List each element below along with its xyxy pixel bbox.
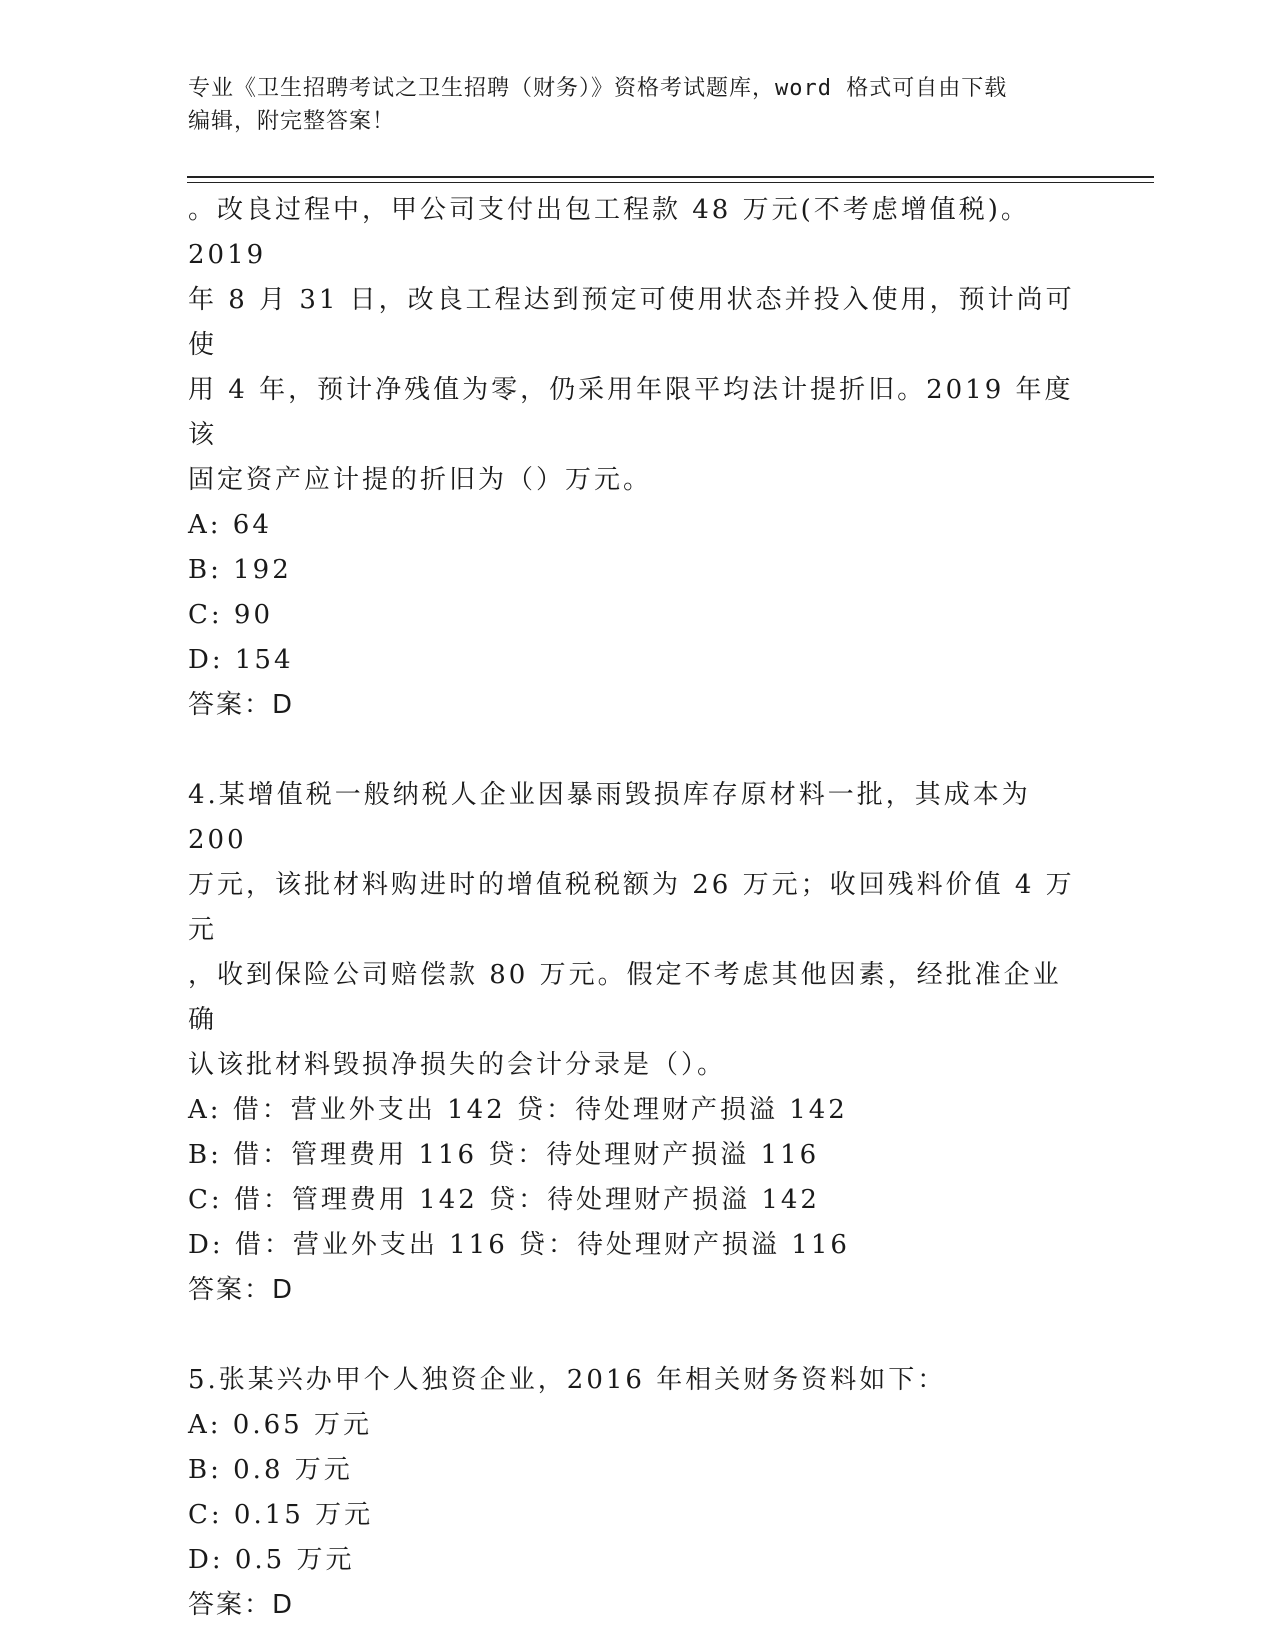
question-3-text-line: 年 8 月 31 日，改良工程达到预定可使用状态并投入使用，预计尚可使 [188, 285, 1075, 360]
question-4-option-b: B: 借：管理费用 116 贷：待处理财产损溢 116 [188, 1140, 820, 1170]
question-4-text-line: 万元，该批材料购进时的增值税税额为 26 万元；收回残料价值 4 万元 [188, 870, 1075, 945]
spacer [188, 1313, 1088, 1358]
header-divider-thick [187, 176, 1154, 178]
question-5-option-a: A: 0.65 万元 [188, 1410, 372, 1440]
question-5-text-line: 5.张某兴办甲个人独资企业，2016 年相关财务资料如下： [188, 1365, 947, 1395]
question-3-option-c: C: 90 [188, 600, 274, 630]
question-5 [188, 1358, 1088, 1628]
question-5-option-c: C: 0.15 万元 [188, 1500, 374, 1530]
question-5-option-b: B: 0.8 万元 [188, 1455, 353, 1485]
spacer [188, 728, 1088, 773]
question-4-answer: 答案：D [188, 1275, 295, 1305]
question-5-option-d: D: 0.5 万元 [188, 1545, 355, 1575]
question-4-option-a: A: 借：营业外支出 142 贷：待处理财产损溢 142 [188, 1095, 848, 1125]
question-content [188, 188, 1088, 1628]
question-4-option-c: C: 借：管理费用 142 贷：待处理财产损溢 142 [188, 1185, 820, 1215]
question-3-option-a: A: 64 [188, 510, 272, 540]
header-line-2: 编辑，附完整答案！ [188, 109, 396, 134]
question-4-option-d: D: 借：营业外支出 116 贷：待处理财产损溢 116 [188, 1230, 850, 1260]
page-header [188, 72, 1088, 138]
question-3-text-line: 用 4 年，预计净残值为零，仍采用年限平均法计提折旧。2019 年度该 [188, 375, 1074, 450]
question-4 [188, 773, 1088, 1313]
question-3-text-line: 。改良过程中，甲公司支付出包工程款 48 万元(不考虑增值税)。2019 [188, 195, 1030, 270]
question-3-text-line: 固定资产应计提的折旧为（）万元。 [188, 465, 653, 495]
header-line-1: 专业《卫生招聘考试之卫生招聘（财务）》资格考试题库，word 格式可自由下载 [188, 76, 1008, 101]
question-5-answer: 答案：D [188, 1590, 295, 1620]
question-3-option-d: D: 154 [188, 645, 294, 675]
question-3-option-b: B: 192 [188, 555, 292, 585]
question-4-text-line: 4.某增值税一般纳税人企业因暴雨毁损库存原材料一批，其成本为 200 [188, 780, 1031, 855]
question-4-text-line: 认该批材料毁损净损失的会计分录是（）。 [188, 1050, 727, 1080]
question-3 [188, 188, 1088, 728]
question-3-answer: 答案：D [188, 690, 295, 720]
question-4-text-line: ，收到保险公司赔偿款 80 万元。假定不考虑其他因素，经批准企业确 [188, 960, 1062, 1035]
header-divider-thin [187, 182, 1154, 183]
